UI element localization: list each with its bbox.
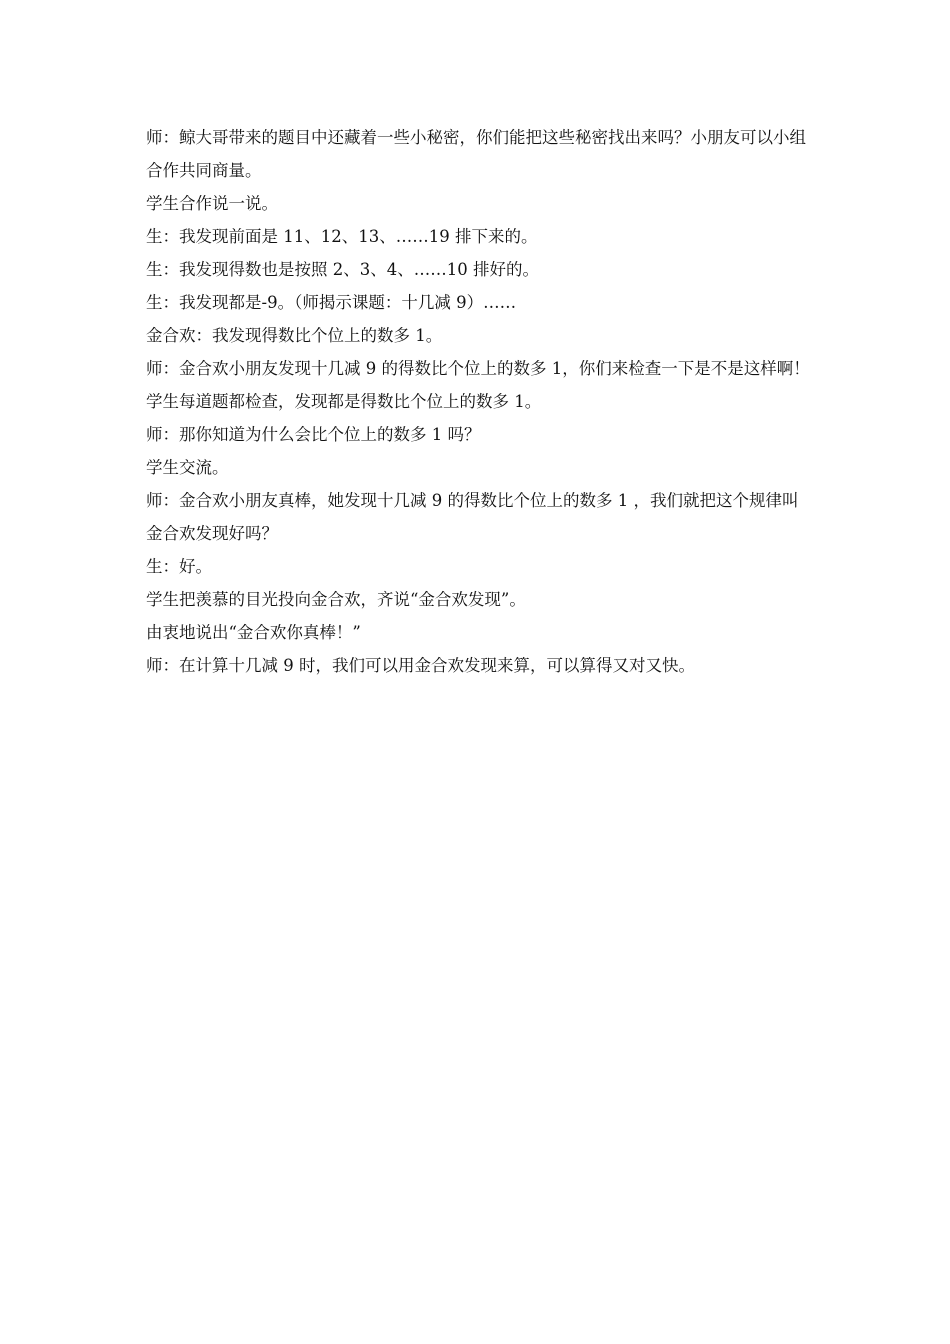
paragraph-9: 师：那你知道为什么会比个位上的数多 1 吗？ [146, 425, 481, 444]
paragraph-3: 生：我发现前面是 11、12、13、……19 排下来的。 [146, 227, 538, 246]
paragraph-6: 金合欢：我发现得数比个位上的数多 1。 [146, 326, 443, 345]
paragraph-15: 师：在计算十几减 9 时，我们可以用金合欢发现来算，可以算得又对又快。 [146, 656, 695, 675]
paragraph-5: 生：我发现都是-9。（师揭示课题：十几减 9）…… [146, 293, 517, 312]
paragraph-14: 由衷地说出“金合欢你真棒！” [146, 623, 361, 642]
paragraph-2: 学生合作说一说。 [146, 194, 278, 213]
paragraph-13: 学生把羡慕的目光投向金合欢，齐说“金合欢发现”。 [146, 590, 526, 609]
paragraph-12: 生：好。 [146, 557, 212, 576]
paragraph-8: 学生每道题都检查，发现都是得数比个位上的数多 1。 [146, 392, 542, 411]
paragraph-10: 学生交流。 [146, 458, 229, 477]
paragraph-1: 师：鲸大哥带来的题目中还藏着一些小秘密，你们能把这些秘密找出来吗？小朋友可以小组合作共同商量。 [146, 128, 806, 180]
paragraph-4: 生：我发现得数也是按照 2、3、4、……10 排好的。 [146, 260, 539, 279]
paragraph-11: 师：金合欢小朋友真棒，她发现十几减 9 的得数比个位上的数多 1 ，我们就把这个规律叫金合欢发现好吗？ [146, 491, 799, 543]
document-body [146, 121, 814, 682]
paragraph-7: 师：金合欢小朋友发现十几减 9 的得数比个位上的数多 1，你们来检查一下是不是这样啊！ [146, 359, 810, 378]
